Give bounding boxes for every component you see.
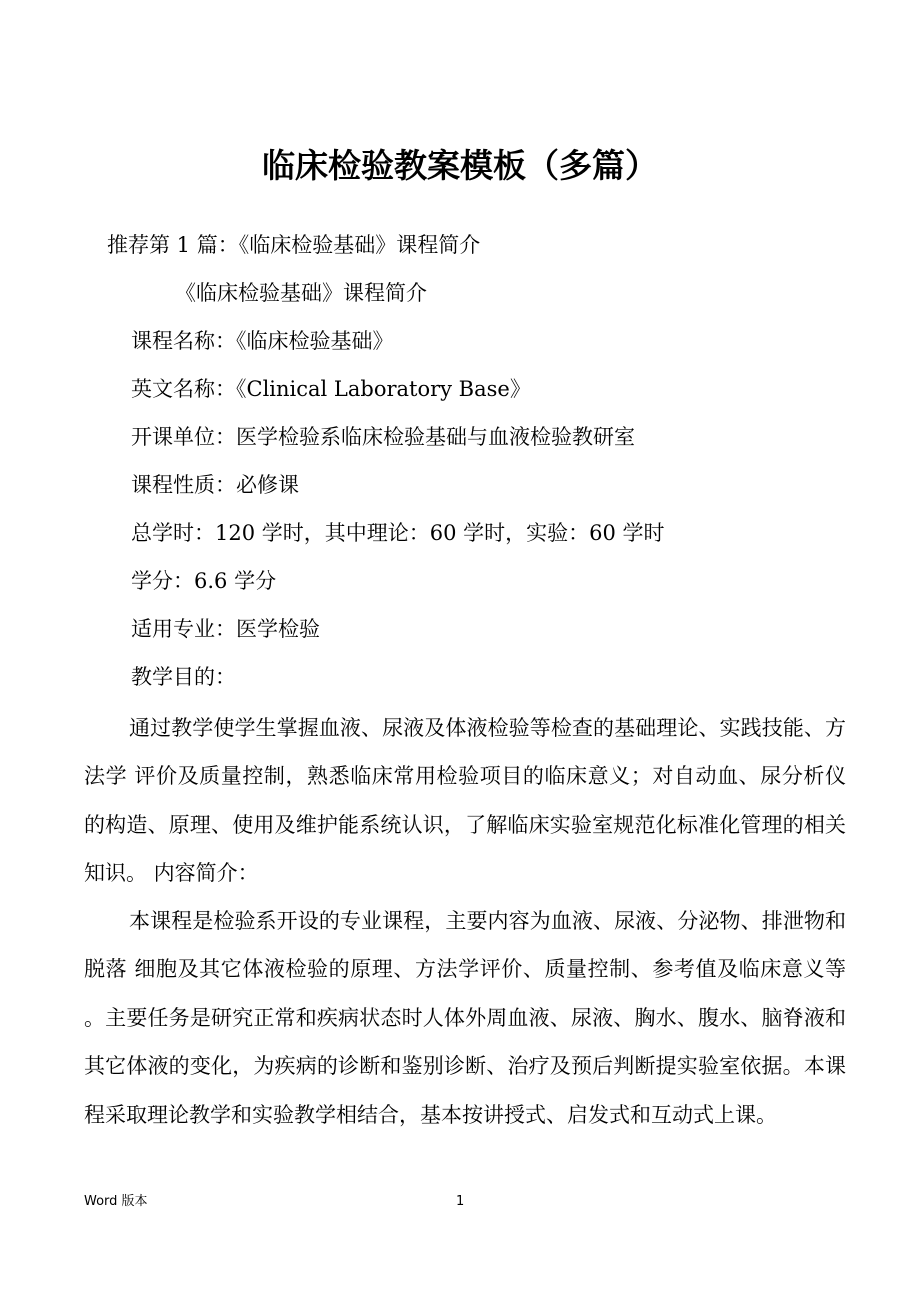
objective-paragraph: 通过教学使学生掌握血液、尿液及体液检验等检查的基础理论、实践技能、方法学 评价及质量控制，熟悉临床常用检验项目的临床意义；对自动血、尿分析仪的构造、原理、使用及维护能系统认识，了解临床实验室规范化标准化管理的相关知识。 内容简介： [84, 716, 846, 886]
english-name-field: 英文名称：《Clinical Laboratory Base》 [131, 377, 531, 401]
credits-field: 学分：6.6 学分 [131, 569, 277, 593]
footer-page-number: 1 [456, 1194, 465, 1209]
department-field: 开课单位：医学检验系临床检验基础与血液检验教研室 [131, 425, 635, 449]
objective-label: 教学目的： [131, 665, 236, 689]
footer-version-label: Word 版本 [84, 1194, 148, 1209]
course-name-field: 课程名称：《临床检验基础》 [131, 329, 394, 353]
hours-field: 总学时：120 学时，其中理论：60 学时，实验：60 学时 [131, 521, 665, 545]
course-intro-subheading: 《临床检验基础》课程简介 [175, 281, 427, 305]
document-title: 临床检验教案模板（多篇） [262, 146, 658, 185]
course-type-field: 课程性质：必修课 [131, 473, 299, 497]
major-field: 适用专业：医学检验 [131, 617, 320, 641]
recommend-heading: 推荐第 1 篇：《临床检验基础》课程简介 [107, 233, 481, 257]
content-paragraph: 本课程是检验系开设的专业课程，主要内容为血液、尿液、分泌物、排泄物和脱落 细胞及其它体液检验的原理、方法学评价、质量控制、参考值及临床意义等。主要任务是研究正常和疾病状态时人体外周血液、尿液、胸水、腹水、脑脊液和其它体液的变化，为疾病的诊断和鉴别诊断、治疗及预后判断提实验室依据。本课程采取理论教学和实验教学相结合，基本按讲授式、启发式和互动式上课。 [84, 909, 846, 1127]
